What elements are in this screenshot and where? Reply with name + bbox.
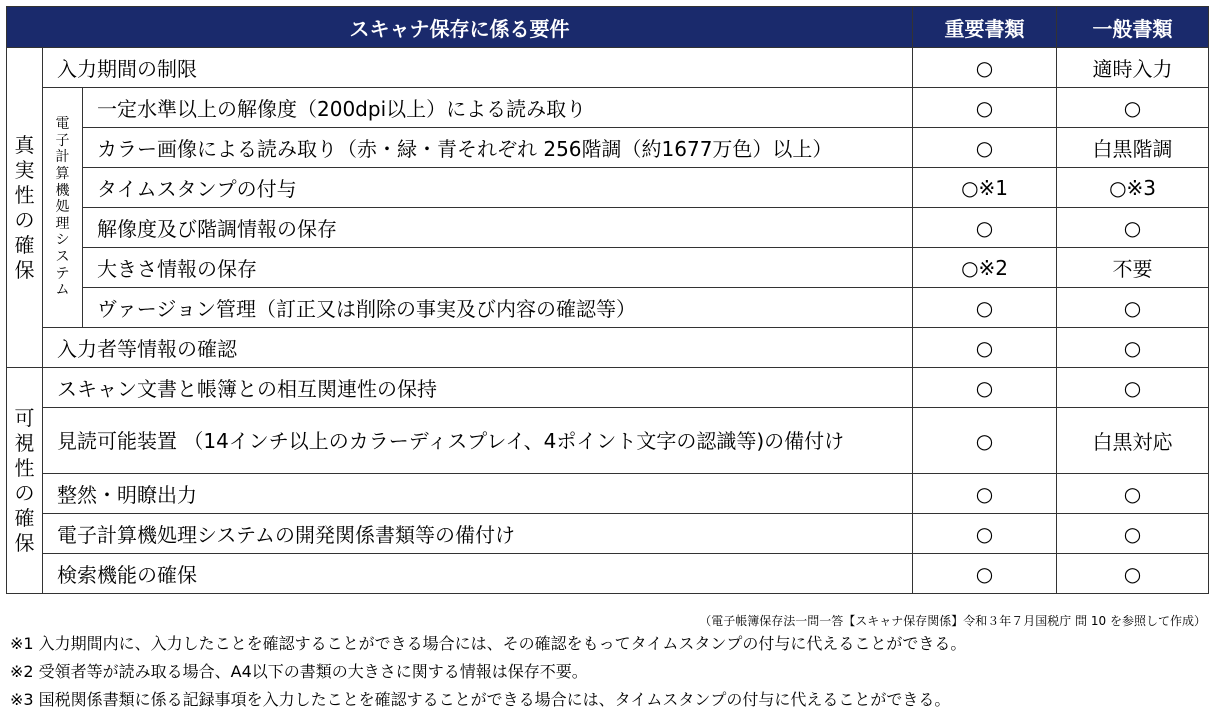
important-cell: ○	[913, 128, 1057, 168]
footnote: ※2 受領者等が読み取る場合、A4以下の書類の大きさに関する情報は保存不要。	[10, 662, 588, 681]
requirement-cell: 整然・明瞭出力	[43, 474, 913, 514]
general-cell: ○	[1057, 514, 1209, 554]
general-cell: ○	[1057, 328, 1209, 368]
requirement-cell: 検索機能の確保	[43, 554, 913, 594]
important-cell: ○	[913, 88, 1057, 128]
general-cell: 白黒階調	[1057, 128, 1209, 168]
important-cell: ○	[913, 514, 1057, 554]
table-row	[7, 328, 1209, 368]
table-row	[7, 88, 1209, 128]
general-cell: 適時入力	[1057, 48, 1209, 88]
important-cell: ○	[913, 408, 1057, 474]
important-cell: ○	[913, 288, 1057, 328]
important-cell: ○※1	[913, 168, 1057, 208]
general-cell: ○	[1057, 88, 1209, 128]
header-important: 重要書類	[913, 7, 1057, 48]
requirement-cell: 一定水準以上の解像度（200dpi以上）による読み取り	[83, 88, 913, 128]
general-cell: ○※3	[1057, 168, 1209, 208]
important-cell: ○	[913, 368, 1057, 408]
table-row	[7, 128, 1209, 168]
general-cell: ○	[1057, 474, 1209, 514]
table-row	[7, 168, 1209, 208]
header-row	[7, 7, 1209, 48]
footnotes	[10, 630, 966, 714]
general-cell: 白黒対応	[1057, 408, 1209, 474]
requirement-cell: 入力期間の制限	[43, 48, 913, 88]
important-cell: ○	[913, 328, 1057, 368]
important-cell: ○	[913, 48, 1057, 88]
general-cell: 不要	[1057, 248, 1209, 288]
group-system-label: 電子計算機処理システム	[55, 116, 70, 299]
important-cell: ○	[913, 474, 1057, 514]
general-cell: ○	[1057, 208, 1209, 248]
header-general: 一般書類	[1057, 7, 1209, 48]
requirement-cell: 解像度及び階調情報の保存	[83, 208, 913, 248]
group-authenticity-label: 真実性の確保	[14, 132, 35, 282]
table-row	[7, 208, 1209, 248]
important-cell: ○※2	[913, 248, 1057, 288]
general-cell: ○	[1057, 554, 1209, 594]
group-visibility-label: 可視性の確保	[14, 405, 35, 555]
table-row	[7, 288, 1209, 328]
requirement-cell: 入力者等情報の確認	[43, 328, 913, 368]
footnote: ※3 国税関係書類に係る記録事項を入力したことを確認することができる場合には、タイムスタンプの付与に代えることができる。	[10, 690, 951, 709]
table-row	[7, 408, 1209, 474]
requirement-cell: 見読可能装置 （14インチ以上のカラーディスプレイ、4ポイント文字の認識等)の備付け	[43, 408, 913, 474]
table-row	[7, 474, 1209, 514]
group-authenticity	[7, 48, 43, 368]
group-visibility	[7, 368, 43, 594]
important-cell: ○	[913, 554, 1057, 594]
requirement-cell: スキャン文書と帳簿との相互関連性の保持	[43, 368, 913, 408]
group-system	[43, 88, 83, 328]
source-note: （電子帳簿保存法一問一答【スキャナ保存関係】令和３年７月国税庁 問 10 を参照して作成）	[699, 614, 1206, 628]
table-row	[7, 48, 1209, 88]
table-row	[7, 554, 1209, 594]
requirement-cell: タイムスタンプの付与	[83, 168, 913, 208]
important-cell: ○	[913, 208, 1057, 248]
requirements-table	[6, 6, 1209, 594]
requirement-cell: カラー画像による読み取り（赤・緑・青それぞれ 256階調（約1677万色）以上）	[83, 128, 913, 168]
header-requirements: スキャナ保存に係る要件	[7, 7, 913, 48]
general-cell: ○	[1057, 368, 1209, 408]
table-row	[7, 514, 1209, 554]
requirement-cell: 大きさ情報の保存	[83, 248, 913, 288]
footnote: ※1 入力期間内に、入力したことを確認することができる場合には、その確認をもってタイムスタンプの付与に代えることができる。	[10, 634, 967, 653]
table-row	[7, 368, 1209, 408]
requirement-cell: 電子計算機処理システムの開発関係書類等の備付け	[43, 514, 913, 554]
general-cell: ○	[1057, 288, 1209, 328]
requirement-cell: ヴァージョン管理（訂正又は削除の事実及び内容の確認等）	[83, 288, 913, 328]
table-row	[7, 248, 1209, 288]
